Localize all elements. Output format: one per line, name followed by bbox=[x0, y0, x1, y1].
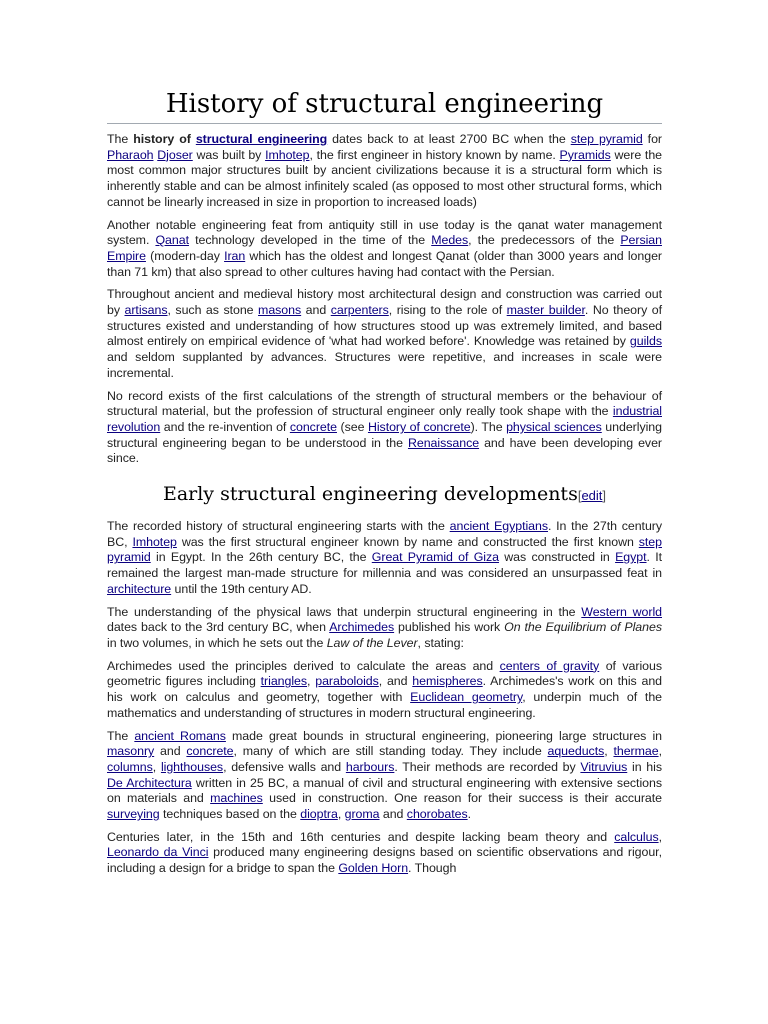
wiki-link[interactable]: centers of gravity bbox=[499, 658, 600, 673]
wiki-link[interactable]: Western world bbox=[581, 604, 662, 619]
text-run: and bbox=[301, 303, 331, 318]
wiki-link[interactable]: chorobates bbox=[406, 807, 468, 822]
wiki-link[interactable]: masons bbox=[258, 303, 302, 318]
text-run: . Though bbox=[408, 861, 457, 876]
intro-paragraph-4 bbox=[107, 389, 662, 468]
wiki-link[interactable]: Egypt bbox=[615, 550, 647, 565]
wiki-link[interactable]: physical sciences bbox=[506, 419, 602, 434]
text-run: , many of which are still standing today. They include bbox=[233, 744, 548, 759]
wiki-link[interactable]: Renaissance bbox=[407, 435, 480, 450]
wiki-link[interactable]: calculus bbox=[614, 829, 659, 844]
text-run: produced many engineering designs based on scientific observations and rigour, including a design for a bridge to span the bbox=[107, 845, 662, 876]
text-run: ). The bbox=[470, 419, 507, 434]
wiki-link[interactable]: Imhotep bbox=[265, 147, 310, 162]
text-run: , stating: bbox=[417, 635, 464, 650]
text-run: of various geometric figures including bbox=[107, 658, 662, 689]
edit-link[interactable]: edit bbox=[581, 488, 603, 504]
wiki-link[interactable]: Leonardo da Vinci bbox=[107, 845, 209, 860]
text-run: , bbox=[658, 744, 662, 759]
text-run: and have been developing ever since. bbox=[107, 435, 662, 466]
text-run: were the most common major structures built by ancient civilizations because it is a structural form which is inherently stable and can be almost infinitely scaled (as opposed to most other structural forms, which cannot be linearly increased in size in proportion to increased loads) bbox=[107, 147, 662, 209]
text-run: was constructed in bbox=[498, 550, 616, 565]
text-run: written in 25 BC, a manual of civil and structural engineering with extensive sections on materials and bbox=[107, 775, 662, 806]
section-paragraph-2 bbox=[107, 605, 662, 652]
text-run: Law of the Lever bbox=[326, 635, 418, 650]
text-run: , defensive walls and bbox=[223, 759, 346, 774]
wiki-link[interactable]: History of concrete bbox=[367, 419, 471, 434]
text-run: (modern-day bbox=[145, 248, 225, 263]
text-run: , the first engineer in history known by name. bbox=[309, 147, 560, 162]
text-run: . bbox=[467, 807, 472, 822]
text-run: The bbox=[107, 132, 134, 146]
text-run: was built by bbox=[192, 147, 266, 162]
text-run: . It remained the largest man-made structure for millennia and was considered an unsurpassed feat in bbox=[107, 550, 662, 581]
text-run: No record exists of the first calculations of the strength of structural members or the behaviour of structural material, but the profession of structural engineer only really took shape with the bbox=[107, 388, 662, 419]
wiki-link[interactable]: dioptra bbox=[300, 807, 338, 822]
wiki-link[interactable]: Imhotep bbox=[132, 534, 177, 549]
wiki-link[interactable]: columns bbox=[107, 759, 153, 774]
text-run: Centuries later, in the 15th and 16th centuries and despite lacking beam theory and bbox=[107, 829, 615, 844]
page-title: History of structural engineering bbox=[107, 88, 662, 124]
wiki-link[interactable]: harbours bbox=[345, 759, 395, 774]
wiki-link[interactable]: Pharaoh bbox=[107, 147, 154, 162]
text-run: , underpin much of the mathematics and understanding of structures in modern structural engineering. bbox=[107, 690, 663, 720]
text-run: in two volumes, in which he sets out the bbox=[107, 635, 327, 650]
wiki-link[interactable]: hemispheres bbox=[412, 674, 483, 689]
text-run: On the Equilibrium of Planes bbox=[504, 620, 662, 635]
wiki-link[interactable]: step pyramid bbox=[107, 534, 662, 565]
text-run: Another notable engineering feat from antiquity still in use today is the qanat water management system. bbox=[107, 217, 662, 248]
wiki-link[interactable]: masonry bbox=[107, 744, 155, 759]
section-heading-text: Early structural engineering developments bbox=[162, 483, 578, 506]
wiki-link[interactable]: Qanat bbox=[155, 233, 189, 248]
text-run: , bbox=[152, 759, 161, 774]
text-run: and the re-invention of bbox=[160, 419, 290, 434]
text-run: Archimedes used the principles derived to calculate the areas and bbox=[107, 658, 500, 673]
text-run: in Egypt. In the 26th century BC, the bbox=[150, 550, 372, 565]
wiki-link[interactable]: ancient Romans bbox=[134, 728, 226, 743]
wiki-link[interactable]: groma bbox=[344, 807, 380, 822]
wiki-link[interactable]: paraboloids bbox=[315, 674, 379, 689]
wiki-link[interactable]: lighthouses bbox=[160, 759, 224, 774]
text-run: dates back to at least 2700 BC when the bbox=[327, 132, 571, 146]
text-run: techniques based on the bbox=[159, 807, 301, 822]
text-run: Throughout ancient and medieval history most architectural design and construction was carried out by bbox=[107, 287, 662, 318]
wiki-link[interactable]: carpenters bbox=[330, 303, 389, 318]
text-run: and bbox=[154, 744, 187, 759]
section-paragraph-3 bbox=[107, 659, 662, 722]
text-run: until the 19th century AD. bbox=[171, 581, 312, 596]
text-run: underlying structural engineering began to be understood in the bbox=[107, 419, 662, 450]
wiki-link[interactable]: Djoser bbox=[157, 147, 193, 162]
wiki-link[interactable]: aqueducts bbox=[547, 744, 605, 759]
text-run: . Their methods are recorded by bbox=[394, 759, 581, 774]
wiki-link[interactable]: Persian Empire bbox=[107, 233, 662, 263]
text-run: history of bbox=[133, 132, 191, 146]
section-paragraph-5 bbox=[107, 830, 662, 877]
text-run: published his work bbox=[394, 620, 505, 635]
wiki-link[interactable]: surveying bbox=[107, 807, 160, 822]
section-paragraph-4 bbox=[107, 729, 662, 823]
text-run: , bbox=[604, 744, 614, 759]
text-run: . In the 27th century BC, bbox=[107, 519, 663, 549]
wiki-link[interactable]: structural engineering bbox=[195, 132, 328, 146]
wiki-link[interactable]: concrete bbox=[186, 744, 234, 759]
edit-section: [edit] bbox=[577, 488, 607, 504]
wiki-link[interactable]: Golden Horn bbox=[338, 861, 409, 876]
wiki-link[interactable]: artisans bbox=[124, 303, 168, 318]
text-run: made great bounds in structural engineering, pioneering large structures in bbox=[225, 728, 663, 743]
text-run: , such as stone bbox=[167, 303, 259, 318]
wiki-link[interactable]: Pyramids bbox=[559, 147, 611, 162]
wiki-link[interactable]: machines bbox=[210, 791, 263, 806]
text-run: (see bbox=[336, 419, 368, 434]
text-run: and seldom supplanted by advances. Structures were repetitive, and increases in scale were incremental. bbox=[107, 350, 662, 380]
text-run: which has the oldest and longest Qanat (older than 3000 years and longer than 71 km) that also spread to other cultures having had contact with the Persian. bbox=[107, 248, 662, 279]
text-run: was the first structural engineer known by name and constructed the first known bbox=[176, 534, 639, 549]
wiki-link[interactable]: Great Pyramid of Giza bbox=[371, 550, 499, 565]
wiki-link[interactable]: guilds bbox=[629, 334, 662, 349]
wiki-link[interactable]: Iran bbox=[224, 248, 246, 263]
text-run: The understanding of the physical laws that underpin structural engineering in the bbox=[107, 604, 582, 619]
text-run: dates back to the 3rd century BC, when bbox=[107, 620, 330, 635]
text-run: , bbox=[337, 807, 345, 822]
wiki-link[interactable]: Medes bbox=[431, 233, 469, 248]
wiki-link[interactable]: industrial revolution bbox=[107, 404, 662, 434]
text-run: in his bbox=[627, 759, 662, 774]
text-run: . No theory of structures existed and understanding of how structures stood up was extremely limited, and based almost entirely on empirical evidence of 'what had worked before'. Knowledge was retained by bbox=[107, 303, 663, 349]
text-run: , bbox=[307, 674, 316, 689]
wiki-link[interactable]: Euclidean geometry bbox=[410, 690, 523, 705]
text-run: The recorded history of structural engineering starts with the bbox=[107, 519, 450, 534]
text-run: , and bbox=[378, 674, 413, 689]
text-run: and bbox=[379, 807, 407, 822]
wiki-link[interactable]: step pyramid bbox=[570, 132, 643, 146]
text-run: used in construction. One reason for their success is their accurate bbox=[262, 791, 662, 806]
wiki-link[interactable]: De Architectura bbox=[107, 775, 192, 790]
wiki-link[interactable]: architecture bbox=[107, 581, 172, 596]
article-body bbox=[107, 88, 662, 884]
section-paragraph-1 bbox=[107, 519, 662, 598]
intro-paragraph-3 bbox=[107, 287, 662, 381]
wiki-link[interactable]: concrete bbox=[289, 419, 337, 434]
intro-paragraph-2 bbox=[107, 218, 662, 281]
text-run: The bbox=[107, 728, 135, 743]
wiki-link[interactable]: triangles bbox=[260, 674, 308, 689]
text-run: , the predecessors of the bbox=[468, 233, 621, 248]
wiki-link[interactable]: master builder bbox=[506, 303, 585, 318]
text-run: for bbox=[642, 132, 662, 146]
text-run: . Archimedes's work on this and his work on calculus and geometry, together with bbox=[107, 674, 662, 705]
wiki-link[interactable]: Archimedes bbox=[329, 620, 395, 635]
text-run: , rising to the role of bbox=[388, 303, 507, 318]
wiki-link[interactable]: ancient Egyptians bbox=[449, 519, 548, 534]
section-heading bbox=[107, 481, 662, 509]
intro-paragraph-1 bbox=[107, 132, 662, 211]
text-run: , bbox=[658, 829, 662, 844]
wiki-link[interactable]: Vitruvius bbox=[580, 759, 628, 774]
wiki-link[interactable]: thermae bbox=[613, 744, 659, 759]
text-run: technology developed in the time of the bbox=[188, 233, 432, 248]
